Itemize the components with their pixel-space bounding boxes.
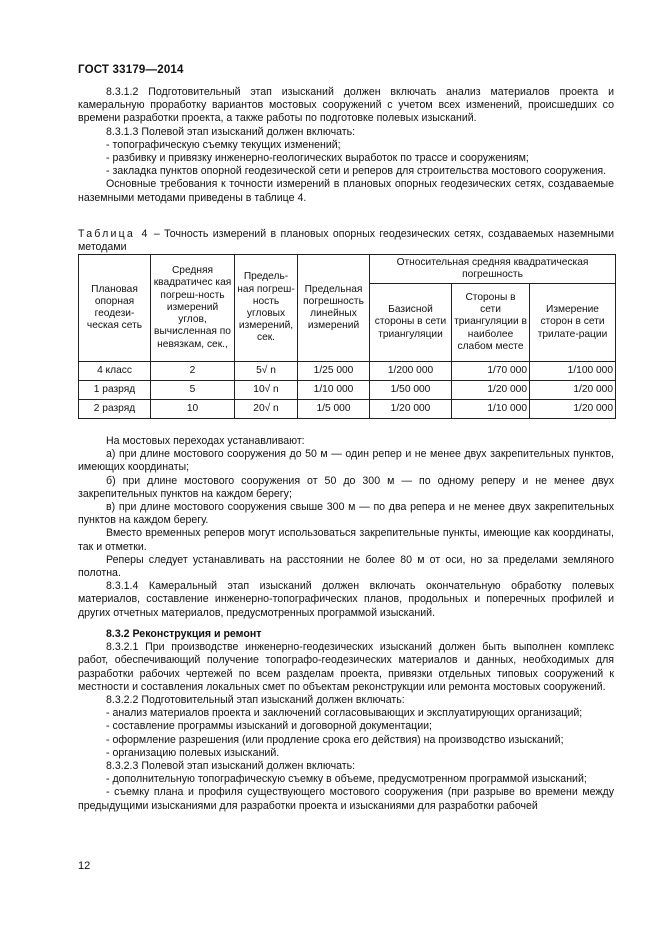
table-row xyxy=(79,381,616,400)
table-cell: 1/200 000 xyxy=(370,362,452,381)
table-cell: 1/20 000 xyxy=(530,381,616,400)
table-cell: 2 разряд xyxy=(79,400,151,419)
list-item: - составление программы изысканий и договорной документации; xyxy=(106,720,432,733)
paragraph: Основные требования к точности измерений в плановых опорных геодезических сетях, создаваемые наземными методами приведены в таблице 4. xyxy=(78,178,614,204)
list-item: - оформление разрешения (или продление срока его действия) на производство изысканий; xyxy=(106,733,564,746)
table-cell: 1/50 000 xyxy=(370,381,452,400)
table-caption xyxy=(78,228,614,254)
table-cell: 10 xyxy=(151,400,235,419)
table-cell: 5√ n xyxy=(235,362,298,381)
table-row xyxy=(79,362,616,381)
text-block-1 xyxy=(78,86,614,205)
list-item: - закладка пунктов опорной геодезической сети и реперов для строительства мостового сооружения. xyxy=(106,165,607,178)
list-item: - разбивку и привязку инженерно-геологических выработок по трассе и сооружениям; xyxy=(106,152,529,165)
table-header-cell: Измерение сторон в сети трилате-рации xyxy=(530,284,616,362)
text-block-2 xyxy=(78,435,614,620)
list-item: б) при длине мостового сооружения от 50 до 300 м — по одному реперу и не менее двух закрепительных пунктов на каждом берегу; xyxy=(78,474,614,500)
table-cell: 1/20 000 xyxy=(530,400,616,419)
table-header-group-cell: Относительная средняя квадратическая погрешность xyxy=(370,255,616,284)
page-number: 12 xyxy=(78,860,91,872)
table-row xyxy=(79,400,616,419)
table-caption-text: – Точность измерений в плановых опорных геодезических сетях, создаваемых наземными методами xyxy=(78,228,614,253)
paragraph: Вместо временных реперов могут использоваться закрепительные пункты, имеющие как координаты, так и отметки. xyxy=(78,527,614,553)
document-header: ГОСТ 33179—2014 xyxy=(78,64,184,76)
paragraph: На мостовых переходах устанавливают: xyxy=(106,435,305,447)
paragraph: 8.3.2.1 При производстве инженерно-геодезических изысканий должен быть выполнен комплекс работ, обеспечивающий получение топографо-геодезических материалов и данных, необходимых для разработки рабочих чертежей по всем разделам проекта, привязки отдельных типовых сооружений к местности и составления локальных смет по объектам реконструкции или ремонта мостовых сооружений. xyxy=(78,641,614,693)
table-cell: 1/20 000 xyxy=(370,400,452,419)
section-heading: 8.3.2 Реконструкция и ремонт xyxy=(106,628,262,640)
list-item: а) при длине мостового сооружения до 50 м — один репер и не менее двух закрепительных пунктов, имеющих координаты; xyxy=(78,448,614,474)
table-cell: 2 xyxy=(151,362,235,381)
paragraph: Реперы следует устанавливать на расстоянии не более 80 м от оси, но за пределами земляного полотна. xyxy=(78,553,614,580)
table-cell: 10√ n xyxy=(235,381,298,400)
table-cell: 1/100 000 xyxy=(530,362,616,381)
table-caption-label: Таблица 4 xyxy=(78,228,150,240)
table-cell: 1/70 000 xyxy=(452,362,530,381)
table-cell: 1 разряд xyxy=(79,381,151,400)
table-cell: 20√ n xyxy=(235,400,298,419)
table-header-cell: Плановая опорная геодези-ческая сеть xyxy=(79,255,151,362)
table-cell: 1/25 000 xyxy=(298,362,370,381)
table-cell: 5 xyxy=(151,381,235,400)
table-cell: 4 класс xyxy=(79,362,151,381)
table-header-cell: Базисной стороны в сети триангуляции xyxy=(370,284,452,362)
table-cell: 1/10 000 xyxy=(298,381,370,400)
table-cell: 1/10 000 xyxy=(452,400,530,419)
list-item: - съемку плана и профиля существующего мостового сооружения (при разрыве во времени между предыдущими изысканиями для разработки проекта и изысканиями для разработки рабочей xyxy=(78,786,614,812)
table-cell: 1/20 000 xyxy=(452,381,530,400)
accuracy-table xyxy=(78,254,616,419)
paragraph: 8.3.1.2 Подготовительный этап изысканий должен включать анализ материалов проекта и камеральную проработку вариантов мостовых сооружений с учетом всех изменений, происшедших со времени разработки проекта, а также работы по подготовке полевых изысканий. xyxy=(78,86,614,125)
list-item: в) при длине мостового сооружения свыше 300 м — по два репера и не менее двух закрепительных пунктов на каждом берегу. xyxy=(78,501,614,527)
list-item: - топографическую съемку текущих изменений; xyxy=(106,138,341,151)
paragraph: 8.3.1.3 Полевой этап изысканий должен включать: xyxy=(106,125,356,138)
table-header-cell: Средняя квадратичес кая погреш-ность измерений углов, вычисленная по невязкам, сек., xyxy=(151,255,235,362)
table-cell: 1/5 000 xyxy=(298,400,370,419)
text-block-3 xyxy=(78,628,614,813)
list-item: - организацию полевых изысканий. xyxy=(106,746,280,759)
table-header-cell: Предель-ная погреш-ность угловых измерений, сек. xyxy=(235,255,298,362)
paragraph: 8.3.2.3 Полевой этап изысканий должен включать: xyxy=(106,760,356,773)
table-header-cell: Предельная погрешность линейных измерений xyxy=(298,255,370,362)
list-item: - анализ материалов проекта и заключений согласовывающих и эксплуатирующих организаций; xyxy=(106,707,583,720)
list-item: - дополнительную топографическую съемку в объеме, предусмотренном программой изысканий; xyxy=(106,773,587,786)
table-header-cell: Стороны в сети триангуляции в наиболее слабом месте xyxy=(452,284,530,362)
paragraph: 8.3.1.4 Камеральный этап изысканий должен включать окончательную обработку полевых материалов, составление инженерно-топографических планов, продольных и поперечных профилей и других отчетных материалов, предусмотренных программой изысканий. xyxy=(78,580,614,619)
paragraph: 8.3.2.2 Подготовительный этап изысканий должен включать: xyxy=(106,694,405,707)
